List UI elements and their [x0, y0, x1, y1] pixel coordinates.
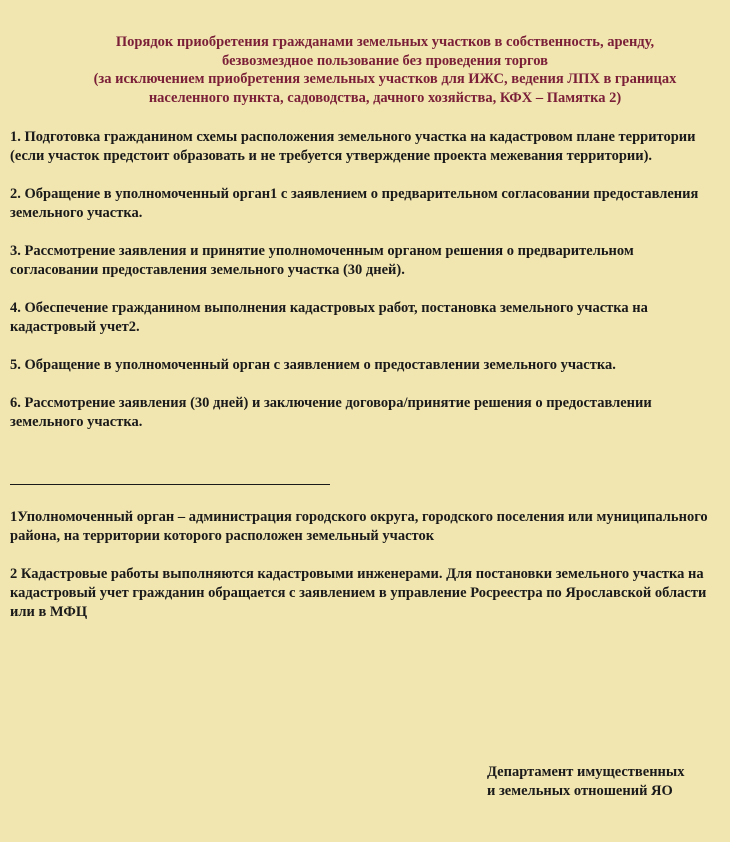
footnotes [10, 508, 722, 641]
footnote-divider [10, 484, 330, 485]
footnote-2: 2 Кадастровые работы выполняются кадастровыми инженерами. Для постановки земельного участка на кадастровый учет гражданин обращается с заявлением в управление Росреестра по Ярославской области или в МФЦ [10, 566, 707, 620]
document-title [60, 33, 710, 107]
title-line-3: (за исключением приобретения земельных участков для ИЖС, ведения ЛПХ в границах [93, 71, 677, 87]
title-line-2: безвозмездное пользование без проведения торгов [222, 52, 548, 69]
step-2: 2. Обращение в уполномоченный орган1 с заявлением о предварительном согласовании предоставления земельного участка. [10, 186, 699, 221]
steps-list [10, 128, 722, 451]
footnote-1: 1Уполномоченный орган – администрация городского округа, городского поселения или муниципального района, на территории которого расположен земельный участок [10, 509, 708, 544]
signature-line-1: Департамент имущественных [487, 764, 685, 780]
step-4: 4. Обеспечение гражданином выполнения кадастровых работ, постановка земельного участка на кадастровый учет2. [10, 300, 648, 335]
signature-line-2: и земельных отношений ЯО [487, 783, 673, 799]
title-line-4: населенного пункта, садоводства, дачного хозяйства, КФХ – Памятка 2) [148, 89, 622, 106]
step-3: 3. Рассмотрение заявления и принятие уполномоченным органом решения о предварительном согласовании предоставления земельного участка (30 дней). [10, 243, 634, 278]
signature-block [487, 763, 727, 801]
step-5: 5. Обращение в уполномоченный орган с заявлением о предоставлении земельного участка. [10, 357, 616, 373]
title-line-1: Порядок приобретения гражданами земельных участков в собственность, аренду, [115, 34, 655, 50]
step-6: 6. Рассмотрение заявления (30 дней) и заключение договора/принятие решения о предоставлении земельного участка. [10, 395, 652, 430]
step-1: 1. Подготовка гражданином схемы расположения земельного участка на кадастровом плане территории (если участок предстоит образовать и не требуется утверждение проекта межевания территории). [10, 129, 696, 164]
